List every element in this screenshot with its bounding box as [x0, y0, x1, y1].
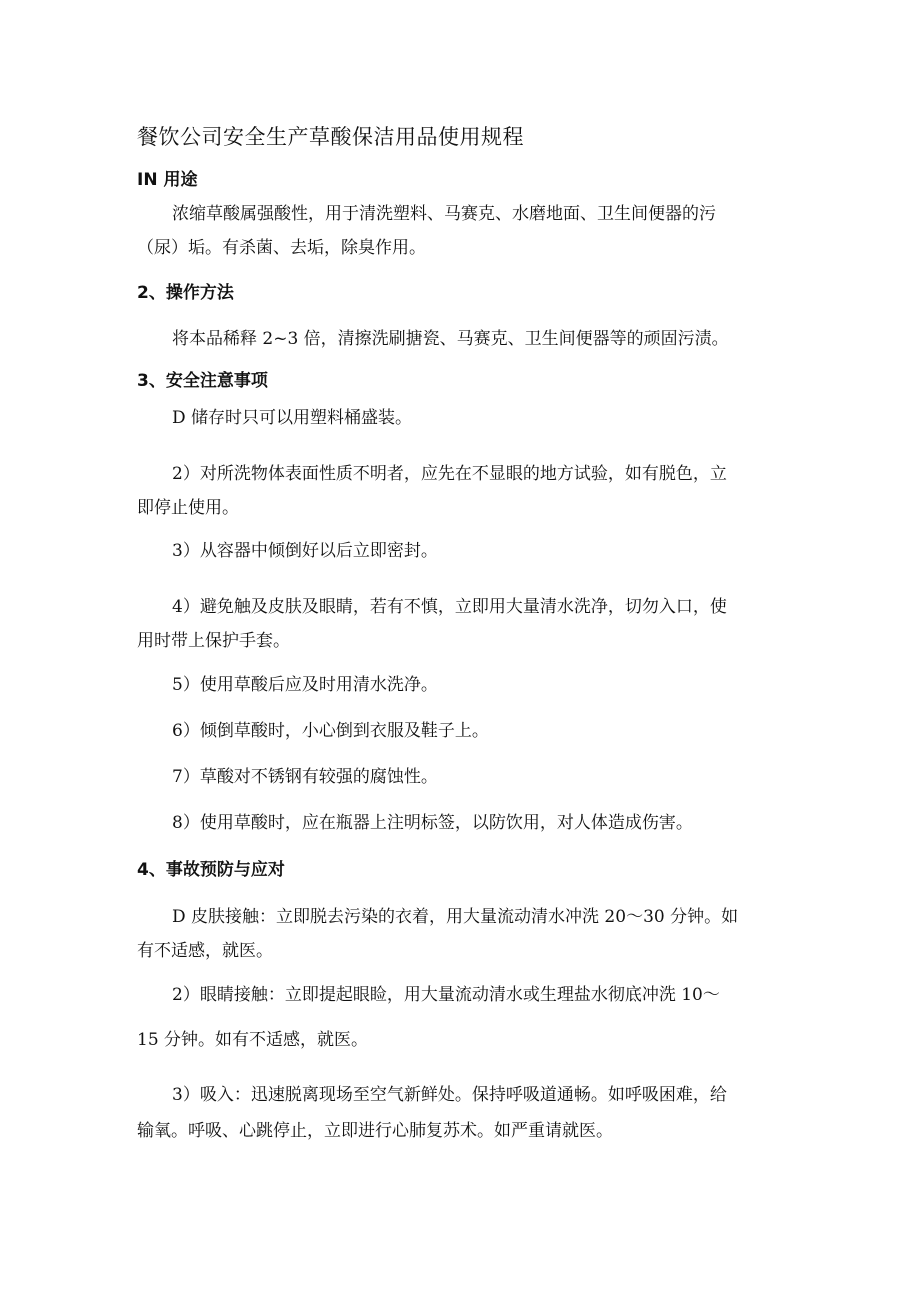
list-item: 5）使用草酸后应及时用清水洗净。	[172, 675, 438, 695]
section-heading-safety: 3、安全注意事项	[137, 371, 268, 391]
list-item: 3）从容器中倾倒好以后立即密封。	[172, 541, 438, 561]
list-item: D 皮肤接触：立即脱去污染的衣着，用大量流动清水冲洗 20～30 分钟。如	[172, 907, 739, 927]
list-item: 2）对所洗物体表面性质不明者，应先在不显眼的地方试验，如有脱色，立	[172, 464, 727, 484]
list-item-continuation: 有不适感，就医。	[137, 941, 273, 961]
section-heading-usage: IN 用途	[137, 170, 198, 190]
list-item-continuation: 即停止使用。	[137, 498, 239, 518]
section-heading-accident: 4、事故预防与应对	[137, 860, 285, 880]
paragraph-line: 浓缩草酸属强酸性，用于清洗塑料、马赛克、水磨地面、卫生间便器的污	[172, 204, 716, 224]
list-item-continuation: 用时带上保护手套。	[137, 631, 290, 651]
list-item-continuation: 15 分钟。如有不适感，就医。	[137, 1030, 369, 1050]
list-item: 6）倾倒草酸时，小心倒到衣服及鞋子上。	[172, 721, 489, 741]
section-heading-method: 2、操作方法	[137, 283, 234, 303]
list-item: D 储存时只可以用塑料桶盛装。	[172, 408, 413, 428]
list-item: 8）使用草酸时，应在瓶器上注明标签，以防饮用，对人体造成伤害。	[172, 813, 693, 833]
list-item-continuation: 输氧。呼吸、心跳停止，立即进行心肺复苏术。如严重请就医。	[137, 1121, 613, 1141]
paragraph-line: （尿）垢。有杀菌、去垢，除臭作用。	[137, 238, 426, 258]
page-title: 餐饮公司安全生产草酸保洁用品使用规程	[137, 125, 524, 149]
list-item: 7）草酸对不锈钢有较强的腐蚀性。	[172, 767, 438, 787]
list-item: 3）吸入：迅速脱离现场至空气新鲜处。保持呼吸道通畅。如呼吸困难，给	[172, 1085, 727, 1105]
list-item: 2）眼睛接触：立即提起眼睑，用大量流动清水或生理盐水彻底冲洗 10～	[172, 985, 720, 1005]
paragraph-line: 将本品稀释 2~3 倍，清擦洗刷搪瓷、马赛克、卫生间便器等的顽固污渍。	[172, 329, 729, 349]
list-item: 4）避免触及皮肤及眼睛，若有不慎，立即用大量清水洗净，切勿入口，使	[172, 597, 727, 617]
